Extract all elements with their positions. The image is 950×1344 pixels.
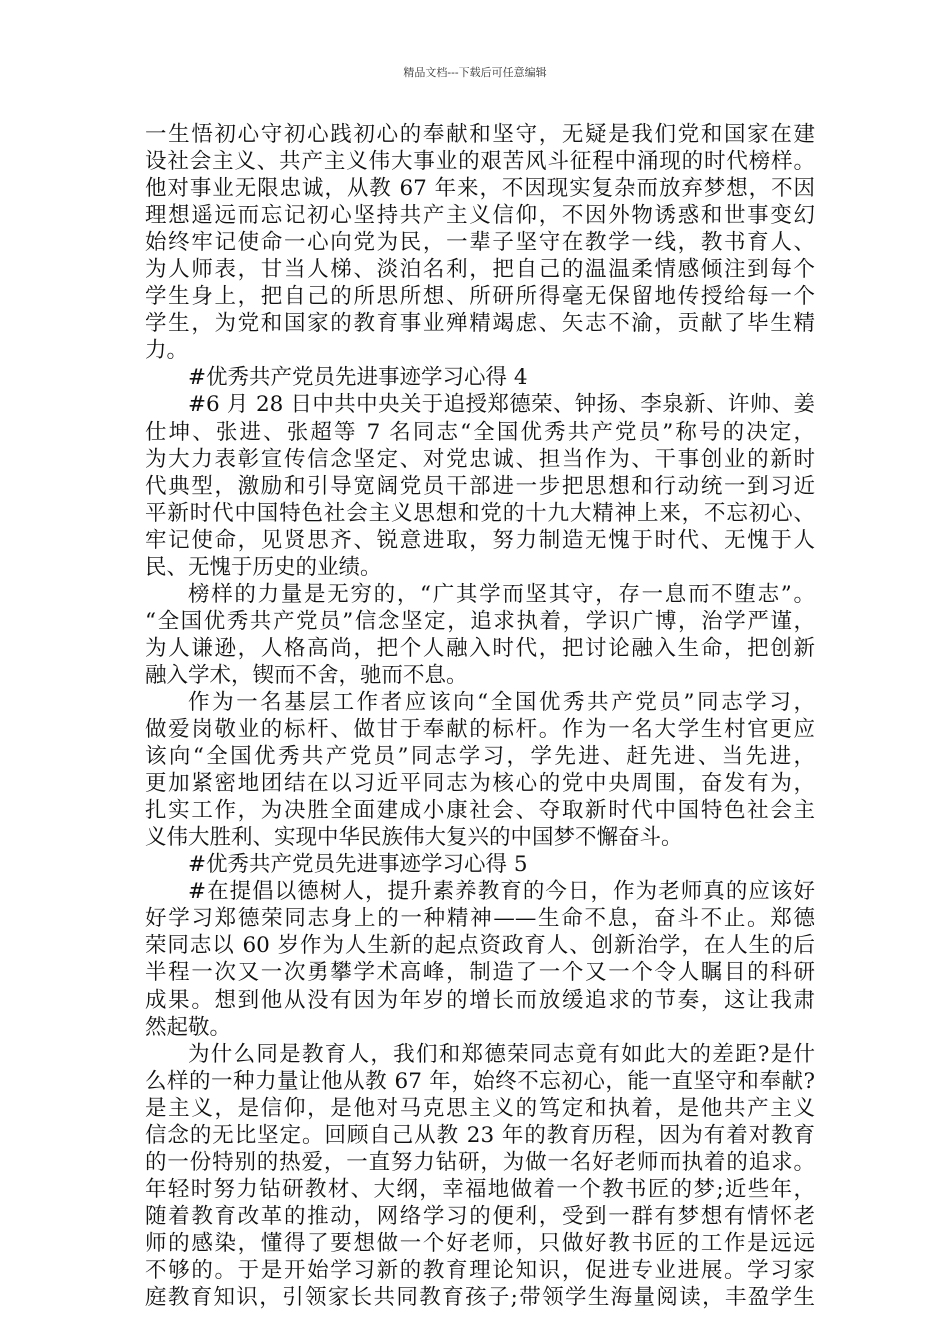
text-line: 扎实工作，为决胜全面建成小康社会、夺取新时代中国特色社会主 — [145, 798, 815, 824]
text-line: 作为一名基层工作者应该向“全国优秀共产党员”同志学习， — [188, 689, 815, 715]
text-line: 始终牢记使命一心向党为民，一辈子坚守在教学一线，教书育人、 — [145, 230, 815, 256]
text-line: 好学习郑德荣同志身上的一种精神——生命不息，奋斗不止。郑德 — [145, 906, 815, 932]
document-body — [145, 121, 815, 1311]
text-line: 信念的无比坚定。回顾自己从教 23 年的教育历程，因为有着对教育 — [145, 1122, 815, 1148]
text-line: 做爱岗敬业的标杆、做甘于奉献的标杆。作为一名大学生村官更应 — [145, 717, 815, 743]
text-line: 更加紧密地团结在以习近平同志为核心的党中央周围，奋发有为， — [145, 771, 815, 797]
text-line: 学生，为党和国家的教育事业殚精竭虑、矢志不渝，贡献了毕生精 — [145, 311, 815, 337]
text-line: 融入学术，锲而不舍，驰而不息。 — [145, 662, 468, 688]
text-line: #在提倡以德树人，提升素养教育的今日，作为老师真的应该好 — [188, 879, 815, 905]
text-line: 师的感染，懂得了要想做一个好老师，只做好教书匠的工作是远远 — [145, 1230, 815, 1256]
text-line: 半程一次又一次勇攀学术高峰，制造了一个又一个令人瞩目的科研 — [145, 960, 815, 986]
text-line: 力。 — [145, 338, 189, 364]
section-heading: #优秀共产党员先进事迹学习心得 5 — [188, 852, 528, 878]
text-line: “全国优秀共产党员”信念坚定，追求执着，学识广博，治学严谨， — [145, 608, 815, 634]
text-line: 学生身上，把自己的所思所想、所研所得毫无保留地传授给每一个 — [145, 284, 815, 310]
text-line: 代典型，激励和引导宽阔党员干部进一步把思想和行动统一到习近 — [145, 473, 815, 499]
text-line: 平新时代中国特色社会主义思想和党的十九大精神上来，不忘初心、 — [145, 500, 815, 526]
text-line: 为人谦逊，人格高尚，把个人融入时代，把讨论融入生命，把创新 — [145, 635, 815, 661]
text-line: 荣同志以 60 岁作为人生新的起点资政育人、创新治学，在人生的后 — [145, 933, 815, 959]
section-heading: #优秀共产党员先进事迹学习心得 4 — [188, 365, 528, 391]
text-line: 不够的。于是开始学习新的教育理论知识，促进专业进展。学习家 — [145, 1257, 815, 1283]
text-line: 该向“全国优秀共产党员”同志学习，学先进、赶先进、当先进， — [145, 744, 815, 770]
text-line: 理想遥远而忘记初心坚持共产主义信仰，不因外物诱惑和世事变幻 — [145, 203, 815, 229]
text-line: 随着教育改革的推动，网络学习的便利，受到一群有梦想有情怀老 — [145, 1203, 815, 1229]
text-line: 义伟大胜利、实现中华民族伟大复兴的中国梦不懈奋斗。 — [145, 825, 683, 851]
text-line: 么样的一种力量让他从教 67 年，始终不忘初心，能一直坚守和奉献? — [145, 1068, 815, 1094]
text-line: 一生悟初心守初心践初心的奉献和坚守，无疑是我们党和国家在建 — [145, 122, 815, 147]
text-line: 榜样的力量是无穷的，“广其学而坚其守，存一息而不堕志”。 — [188, 581, 815, 607]
text-line: 牢记使命，见贤思齐、锐意进取，努力制造无愧于时代、无愧于人 — [145, 527, 815, 553]
text-line: 庭教育知识，引领家长共同教育孩子;带领学生海量阅读，丰盈学生 — [145, 1285, 815, 1311]
text-line: 然起敬。 — [145, 1014, 232, 1040]
text-line: 仕坤、张进、张超等 7 名同志“全国优秀共产党员”称号的决定， — [145, 419, 815, 445]
text-line: 年轻时努力钻研教材、大纲，幸福地做着一个教书匠的梦;近些年， — [145, 1176, 815, 1202]
text-line: 民、无愧于历史的业绩。 — [145, 554, 382, 580]
text-line: 为大力表彰宣传信念坚定、对党忠诚、担当作为、干事创业的新时 — [145, 446, 815, 472]
text-line: 设社会主义、共产主义伟大事业的艰苦风斗征程中涌现的时代榜样。 — [145, 149, 815, 175]
text-line: 为人师表，甘当人梯、淡泊名利，把自己的温温柔情感倾注到每个 — [145, 257, 815, 283]
text-line: #6 月 28 日中共中央关于追授郑德荣、钟扬、李泉新、许帅、姜 — [188, 392, 815, 418]
text-line: 成果。想到他从没有因为年岁的增长而放缓追求的节奏，这让我肃 — [145, 987, 815, 1013]
text-line: 他对事业无限忠诚，从教 67 年来，不因现实复杂而放弃梦想，不因 — [145, 176, 815, 202]
page-header: 精品文档---下载后可任意编辑 — [403, 66, 547, 79]
text-line: 的一份特别的热爱，一直努力钻研，为做一名好老师而执着的追求。 — [145, 1149, 815, 1175]
text-line: 为什么同是教育人，我们和郑德荣同志竟有如此大的差距?是什 — [188, 1041, 815, 1067]
text-line: 是主义，是信仰，是他对马克思主义的笃定和执着，是他共产主义 — [145, 1095, 815, 1121]
